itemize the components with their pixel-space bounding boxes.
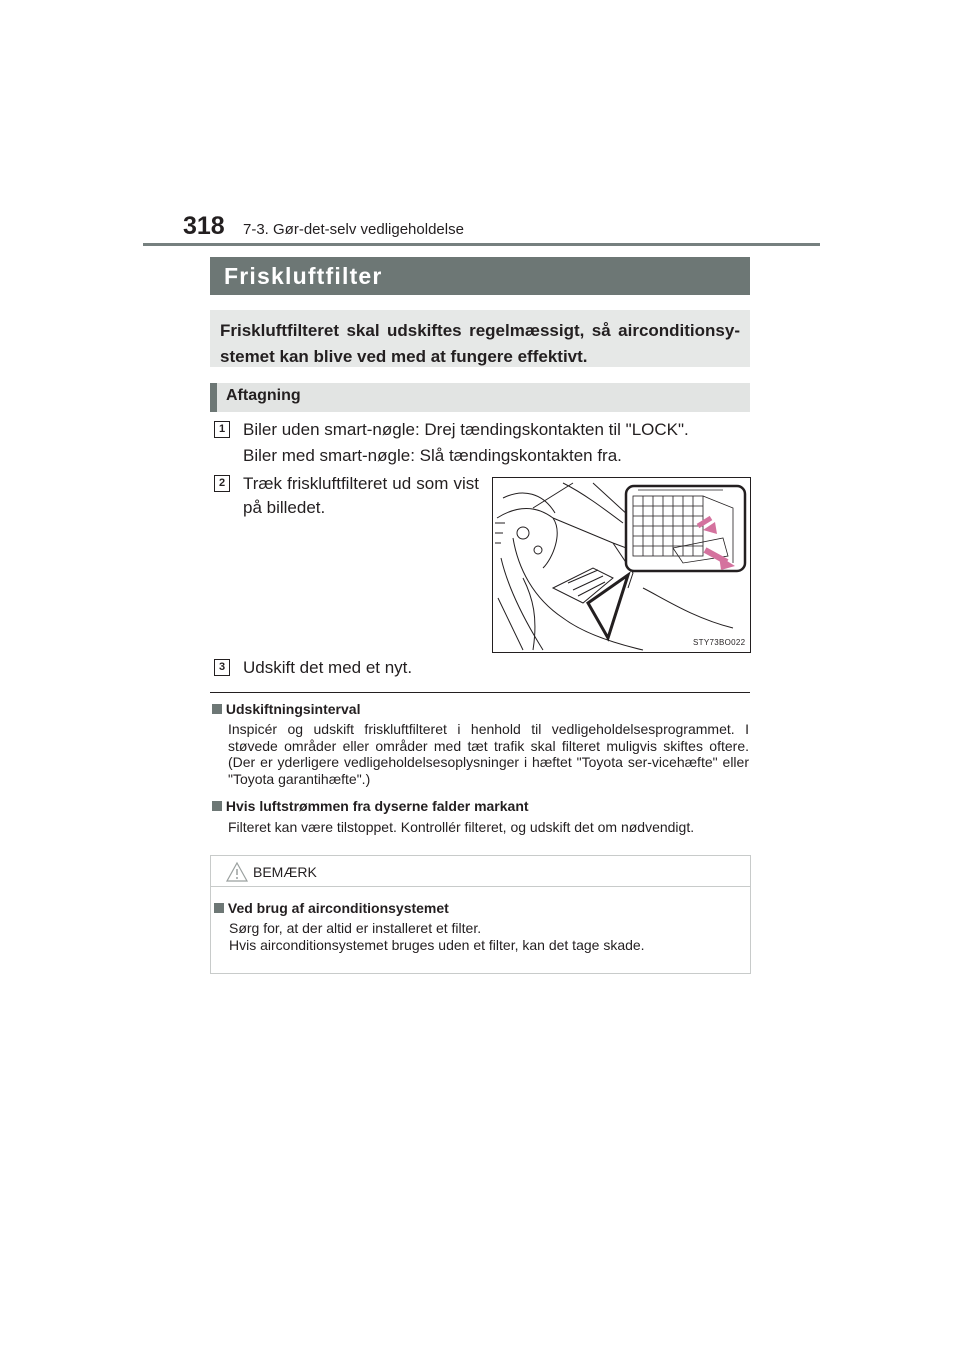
warning-triangle-icon xyxy=(225,861,249,883)
bullet-square-icon xyxy=(212,801,222,811)
note-1-heading-text: Udskiftningsinterval xyxy=(225,701,361,717)
subsection-accent xyxy=(210,383,217,412)
subsection-bar xyxy=(210,383,750,412)
section-title-bar xyxy=(210,257,750,295)
caution-box xyxy=(210,855,751,974)
note-1-heading xyxy=(212,701,360,717)
caution-heading-text: Ved brug af airconditionsystemet xyxy=(227,900,449,916)
bullet-square-icon xyxy=(212,704,222,714)
note-2-body: Filteret kan være tilstoppet. Kontrollér filteret, og udskift det om nødvendigt. xyxy=(228,819,695,835)
caution-label: BEMÆRK xyxy=(253,864,317,880)
note-2-heading-text: Hvis luftstrømmen fra dyserne falder markant xyxy=(225,798,529,814)
running-head: 7-3. Gør-det-selv vedligeholdelse xyxy=(243,221,464,238)
dashboard-drawing xyxy=(493,478,750,652)
note-1-body: Inspicér og udskift friskluftfilteret i henhold til vedligeholdelsesprogrammet. I støvede områder eller områder med tæt trafik skal filteret muligvis skiftes oftere. (Der er yderligere vedligeholdelsesoplysninger i hæftet "Toyota ser-vicehæfte" eller "Toyota garantihæfte".) xyxy=(228,721,749,787)
intro-text: Friskluftfilteret skal udskiftes regelmæssigt, så airconditionsy-stemet kan blive ved med at fungere effektivt. xyxy=(220,321,740,366)
header-rule xyxy=(143,243,820,246)
step-2-text-line1: Træk friskluftfilteret ud som vist xyxy=(243,474,479,493)
caution-line-2: Hvis airconditionsystemet bruges uden et filter, kan det tage skade. xyxy=(229,937,645,953)
note-2-heading xyxy=(212,798,529,814)
step-3-text: Udskift det med et nyt. xyxy=(243,658,413,677)
notes-divider xyxy=(210,692,750,693)
section-title: Friskluftfilter xyxy=(224,263,383,289)
step-1-text-line1: Biler uden smart-nøgle: Drej tændingskontakten til "LOCK". xyxy=(243,420,689,439)
bullet-square-icon xyxy=(214,903,224,913)
intro-box xyxy=(210,310,750,367)
caution-heading xyxy=(214,900,449,916)
page-number: 318 xyxy=(183,212,225,240)
step-1-text-line2: Biler med smart-nøgle: Slå tændingskontakten fra. xyxy=(243,446,622,465)
step-number-3: 3 xyxy=(214,659,230,676)
glovebox-filter-illustration xyxy=(492,477,751,653)
step-number-2: 2 xyxy=(214,475,230,492)
subsection-title: Aftagning xyxy=(226,387,301,404)
figure-code: STY73BO022 xyxy=(693,638,746,647)
step-number-1: 1 xyxy=(214,421,230,438)
step-2-text-line2: på billedet. xyxy=(243,498,326,517)
caution-line-1: Sørg for, at der altid er installeret et filter. xyxy=(229,920,482,936)
caution-divider xyxy=(211,886,750,887)
